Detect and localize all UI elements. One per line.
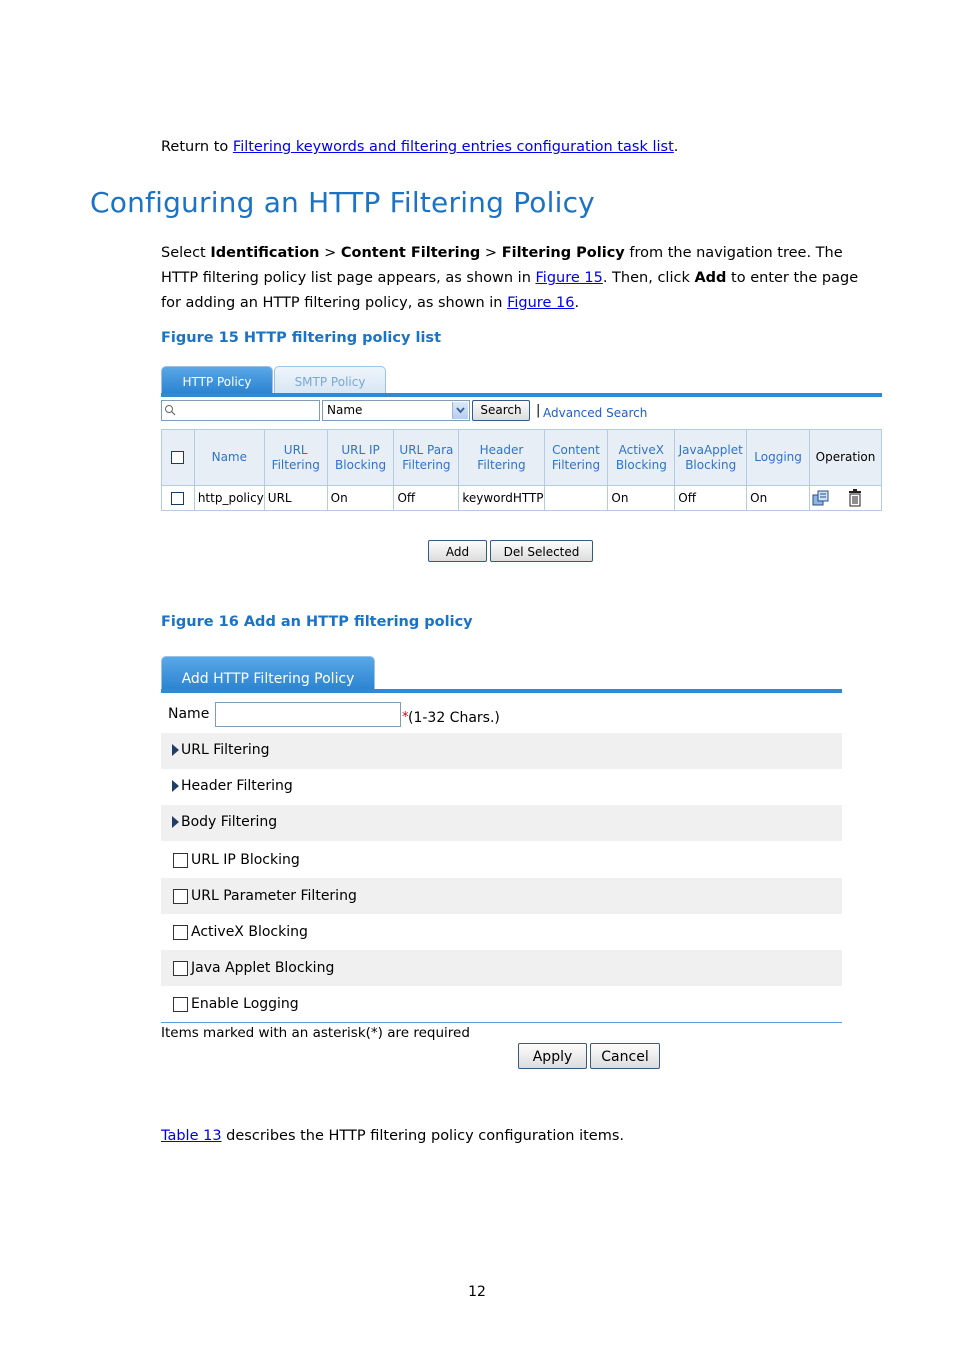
del-selected-button[interactable]: Del Selected [490,540,593,562]
url-parameter-filtering-row: URL Parameter Filtering [161,878,842,914]
url-ip-blocking-row: URL IP Blocking [161,842,842,878]
cell-url-filtering: URL [264,486,327,511]
advanced-search-link[interactable]: Advanced Search [543,406,648,420]
edit-icon[interactable] [812,489,830,507]
delete-icon[interactable] [848,489,862,507]
search-separator: | [536,403,541,418]
cell-url-ip-blocking: On [327,486,394,511]
cell-activex-blocking: On [608,486,675,511]
search-field-select[interactable]: Name [322,400,470,421]
col-javaapplet-blocking[interactable]: JavaApplet Blocking [675,430,747,486]
cell-logging: On [747,486,810,511]
name-label: Name [168,706,210,722]
return-line: Return to Filtering keywords and filtering entries configuration task list. [161,139,679,155]
cell-javaapplet-blocking: Off [675,486,747,511]
search-button[interactable]: Search [472,400,530,421]
col-url-ip-blocking[interactable]: URL IP Blocking [327,430,394,486]
tab-add-http-policy[interactable]: Add HTTP Filtering Policy [161,656,375,690]
activex-blocking-checkbox[interactable] [173,925,188,940]
tab-http-policy[interactable]: HTTP Policy [161,366,273,393]
activex-blocking-row: ActiveX Blocking [161,914,842,950]
required-note: Items marked with an asterisk(*) are required [161,1025,470,1041]
search-icon [164,404,176,416]
required-asterisk: * [402,710,409,725]
col-content-filtering[interactable]: Content Filtering [544,430,608,486]
table-reference: Table 13 describes the HTTP filtering policy configuration items. [161,1128,624,1144]
tab-underline-16 [161,689,842,693]
tab-underline [161,393,882,397]
add-button[interactable]: Add [428,540,487,562]
figure16-caption: Figure 16 Add an HTTP filtering policy [161,614,473,630]
expand-triangle-icon [172,780,179,792]
java-applet-blocking-row: Java Applet Blocking [161,950,842,986]
section-title: Configuring an HTTP Filtering Policy [90,186,595,219]
cell-name: http_policy [194,486,264,511]
search-input[interactable] [161,400,320,421]
cell-url-para-filtering: Off [394,486,459,511]
figure16-link[interactable]: Figure 16 [507,295,575,311]
col-name[interactable]: Name [194,430,264,486]
chevron-down-icon [452,402,468,419]
col-url-para-filtering[interactable]: URL Para Filtering [394,430,459,486]
table13-link[interactable]: Table 13 [161,1128,222,1144]
cell-content-filtering [544,486,608,511]
figure15-caption: Figure 15 HTTP filtering policy list [161,330,441,346]
apply-button[interactable]: Apply [518,1043,587,1069]
enable-logging-row: Enable Logging [161,986,842,1022]
url-filtering-expander[interactable]: URL Filtering [161,733,842,769]
cancel-button[interactable]: Cancel [590,1043,660,1069]
select-all-header [162,430,195,486]
task-list-link[interactable]: Filtering keywords and filtering entries configuration task list [232,139,674,155]
body-filtering-expander[interactable]: Body Filtering [161,805,842,841]
enable-logging-checkbox[interactable] [173,997,188,1012]
cell-operation [810,486,882,511]
expand-triangle-icon [172,744,179,756]
header-filtering-expander[interactable]: Header Filtering [161,769,842,805]
col-header-filtering[interactable]: Header Filtering [459,430,544,486]
policy-table [161,429,882,511]
java-applet-blocking-checkbox[interactable] [173,961,188,976]
form-divider [161,1022,842,1023]
name-hint: (1-32 Chars.) [408,710,500,726]
name-input[interactable] [215,702,401,727]
select-all-checkbox[interactable] [171,451,184,464]
col-logging[interactable]: Logging [747,430,810,486]
row-select-cell [162,486,195,511]
url-ip-blocking-checkbox[interactable] [173,853,188,868]
row-checkbox[interactable] [171,492,184,505]
col-activex-blocking[interactable]: ActiveX Blocking [608,430,675,486]
table-row [162,486,882,511]
table-header-row [162,430,882,486]
page-number: 12 [468,1284,486,1300]
url-parameter-filtering-checkbox[interactable] [173,889,188,904]
name-row [161,697,842,733]
tab-smtp-policy[interactable]: SMTP Policy [274,366,386,393]
figure15-link[interactable]: Figure 15 [535,270,603,286]
col-operation: Operation [810,430,882,486]
intro-paragraph: Select Identification > Content Filtering > Filtering Policy from the navigation tree. The HTTP filtering policy list page appears, as shown in Figure 15. Then, click Add to enter the page for adding an HTTP filtering policy, as shown in Figure 16. [161,245,859,311]
expand-triangle-icon [172,816,179,828]
col-url-filtering[interactable]: URL Filtering [264,430,327,486]
cell-header-filtering: keywordHTTP [459,486,544,511]
